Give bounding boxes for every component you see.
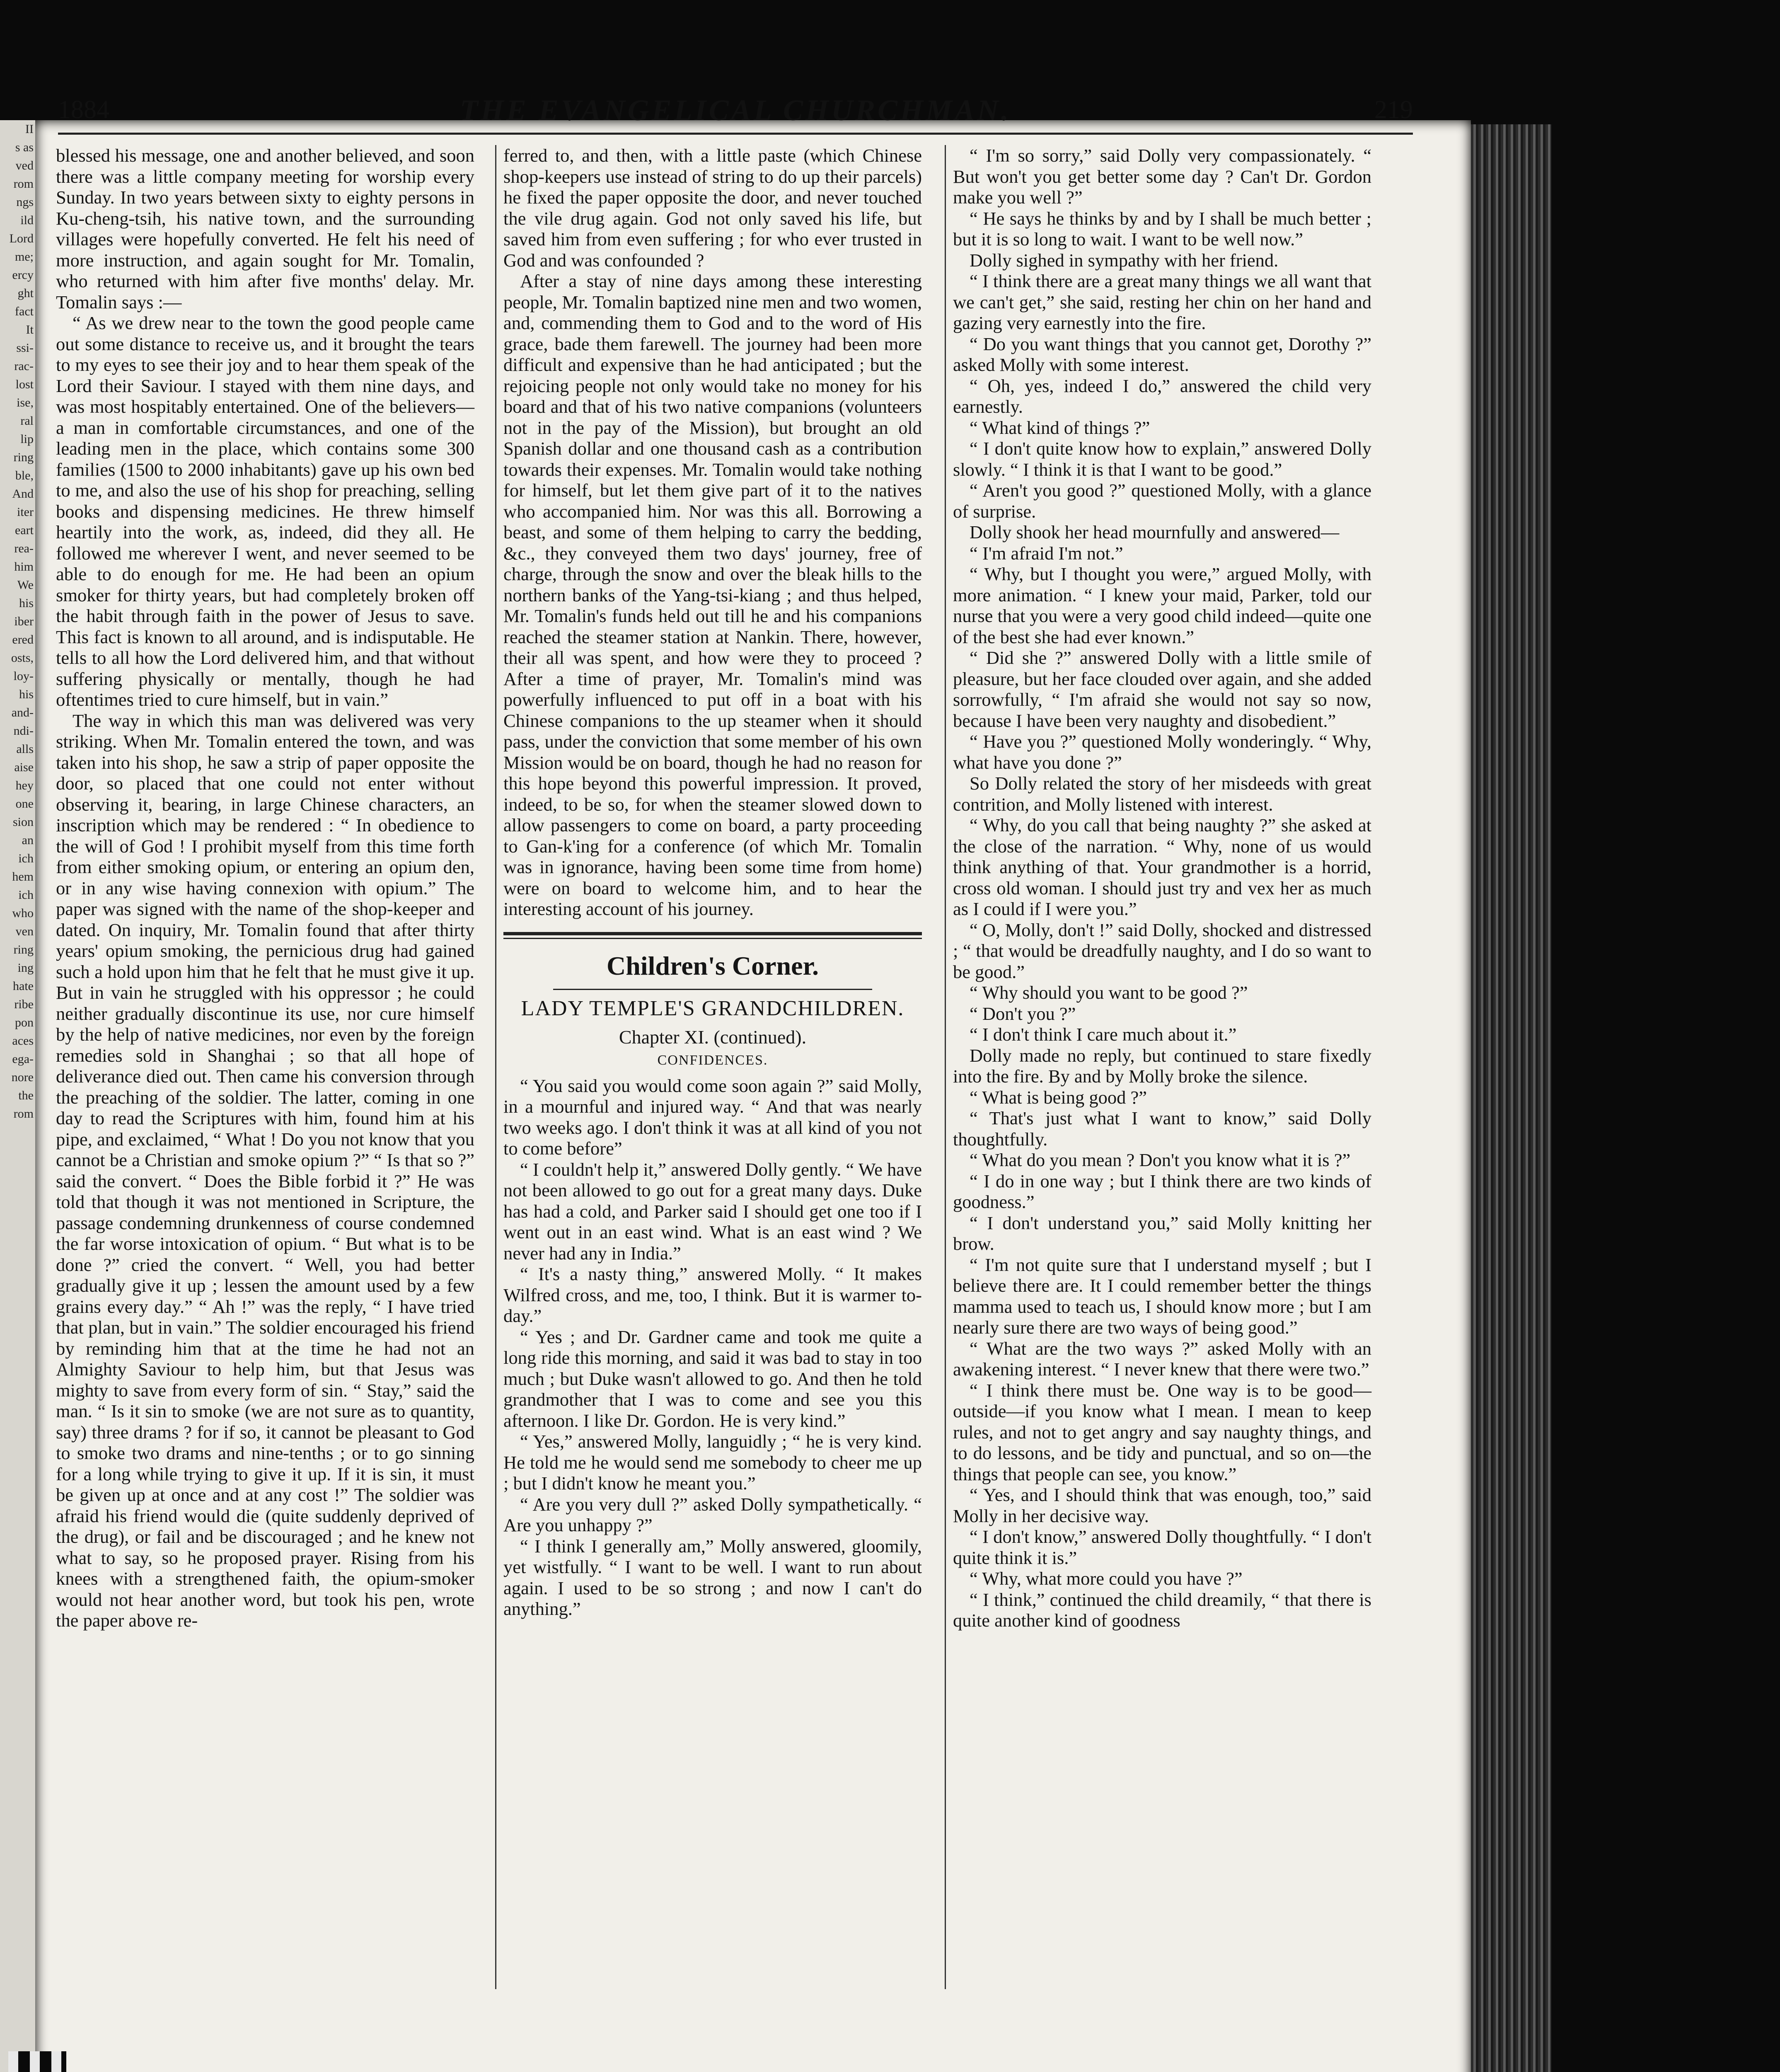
margin-fragment: who xyxy=(12,906,34,920)
header-year: 1884 xyxy=(58,96,109,124)
margin-fragment: eart xyxy=(15,523,34,537)
margin-fragment: It xyxy=(26,323,34,336)
book-page-edges xyxy=(1471,124,1552,2072)
margin-fragment: s as xyxy=(15,140,34,154)
column-1 xyxy=(56,145,474,1631)
margin-fragment: osts, xyxy=(11,651,34,665)
margin-fragment: ribe xyxy=(14,997,34,1011)
paragraph: ferred to, and then, with a little paste (which Chinese shop-keepers use instead of string to do up their parcels) he fixed the paper opposite the door, and never touched the vile drug again. God not only saved his life, but saved him from even suffering ; for who ever trusted in God and was confounded ? xyxy=(503,145,922,271)
story-paragraph: “ I'm not quite sure that I understand myself ; but I believe there are. It I could remember better the things mamma used to teach us, I should know more ; but I am nearly sure there are two ways of being good.” xyxy=(953,1254,1371,1338)
margin-fragment: ght xyxy=(17,286,34,300)
page-number: 219 xyxy=(1374,96,1413,124)
story-paragraph: “ Oh, yes, indeed I do,” answered the child very earnestly. xyxy=(953,375,1371,417)
margin-fragment: II xyxy=(25,122,34,136)
story-paragraph: “ I think there are a great many things we all want that we can't get,” she said, resting her chin on her hand and gazing very earnestly into the fire. xyxy=(953,271,1371,333)
margin-fragment: nore xyxy=(11,1070,34,1084)
story-paragraph: “ I think,” continued the child dreamily, “ that there is quite another kind of goodness xyxy=(953,1589,1371,1631)
margin-fragment: ngs xyxy=(16,195,34,209)
story-paragraph: “ I couldn't help it,” answered Dolly gently. “ We have not been allowed to go out for a great many days. Duke has had a cold, and Parker said I should get one too if I went out in an east wind. What is an east wind ? We never had any in India.” xyxy=(503,1159,922,1264)
quotation-paragraph: “ As we drew near to the town the good people came out some distance to receive us, and it brought the tears to my eyes to see their joy and to hear them speak of the Lord their Saviour. I stayed with them nine days, and was most hospitably entertained. One of the believers—a man in comfortable circumstances, and one of the leading men in the place, which contains some 300 families (1500 to 2000 inhabitants) gave up his own bed to me, and also the use of his shop for preaching, selling books and dispensing medicines. He threw himself heartily into the work, as, indeed, did they all. He followed me wherever I went, and never seemed to be able to do enough for me. He had been an opium smoker for thirty years, but had completely broken off the habit through faith in the power of Jesus to save. This fact is known to all around, and is indisputable. He tells to all how the Lord delivered him, and that without suffering physically or mentally, though he had oftentimes tried to cure himself, but in vain.” xyxy=(56,312,474,710)
paragraph: The way in which this man was delivered was very striking. When Mr. Tomalin entered the town, and was taken into his shop, he saw a strip of paper opposite the door, so placed that one could not enter without observing it, bearing, in large Chinese characters, an inscription which may be rendered : “ In obedience to the will of God ! I prohibit myself from this time forth from either smoking opium, or entering an opium den, or in any wise having connexion with opium.” The paper was signed with the name of the shop-keeper and dated. On inquiry, Mr. Tomalin found that after thirty years' opium smoking, the pernicious drug had gained such a hold upon him that he felt that he must give it up. But in vain he struggled with his oppressor ; he could neither gradually discontinue its use, nor cure himself by the help of native medicines, nor even by the foreign remedies sold in Shanghai ; so that all hope of deliverance died out. Then came his conversion through the preaching of the soldier. The latter, coming in one day to read the Scriptures with him, found him at his pipe, and exclaimed, “ What ! Do you not know that you cannot be a Christian and smoke opium ?” “ Is that so ?” said the convert. “ Does the Bible forbid it ?” He was told that though it was not mentioned in Scripture, the passage condemning drunkenness of course condemned the far worse intoxication of opium. “ But what is to be done ?” cried the convert. “ Well, you had better gradually give it up ; lessen the amount used by a few grains every day.” “ Ah !” was the reply, “ I have tried that plan, but in vain.” The soldier encouraged his friend by reminding him that at the time he had not an Almighty Saviour to help him, but that Jesus was mighty to save from every form of sin. “ Stay,” said the man. “ Is it sin to smoke (we are not sure as to quantity, say) three drams ? for if so, it cannot be pleasant to God to smoke two drams and nine-tenths ; or to go sinning for a long while trying to give it up. If it is sin, it must be given up at once and at any cost !” The soldier was afraid his friend would die (quite suddenly deprived of the drug), or fail and be discouraged ; and he knew not what to say, so he proposed prayer. Rising from his knees with a strengthened faith, the opium-smoker would not hear another word, but took his pen, wrote the paper above re- xyxy=(56,710,474,1631)
margin-fragment: hey xyxy=(15,779,34,792)
story-paragraph: “ Did she ?” answered Dolly with a little smile of pleasure, but her face clouded over again, and she added sorrowfully, “ I'm afraid she would not say so now, because I have been very naughty and disobedient.” xyxy=(953,647,1371,731)
margin-fragment: his xyxy=(19,687,34,701)
margin-fragment: ing xyxy=(17,961,34,975)
story-paragraph: “ I think I generally am,” Molly answered, gloomily, yet wistfully. “ I want to be well. I want to run about again. I used to be so strong ; and now I can't do anything.” xyxy=(503,1535,922,1619)
margin-fragment: iter xyxy=(17,505,34,519)
margin-fragment: sion xyxy=(12,815,34,829)
margin-fragment: ble, xyxy=(15,469,34,482)
story-paragraph: “ What are the two ways ?” asked Molly with an awakening interest. “ I never knew that there were two.” xyxy=(953,1338,1371,1380)
margin-fragment: rom xyxy=(13,1107,34,1121)
story-paragraph: “ I do in one way ; but I think there are two kinds of goodness.” xyxy=(953,1170,1371,1212)
margin-fragment: alls xyxy=(16,742,34,756)
story-paragraph: “ Why, what more could you have ?” xyxy=(970,1568,1243,1589)
story-paragraph: “ O, Molly, don't !” said Dolly, shocked and distressed ; “ that would be dreadfully naughty, and I do so want to be good.” xyxy=(953,919,1371,982)
margin-fragment: the xyxy=(18,1089,34,1102)
story-paragraph: Dolly made no reply, but continued to stare fixedly into the fire. By and by Molly broke the silence. xyxy=(953,1045,1371,1087)
margin-fragment: him xyxy=(14,560,34,574)
story-paragraph: “ Yes ; and Dr. Gardner came and took me quite a long ride this morning, and said it was bad to stay in too much ; but Duke wasn't allowed to go. And then he told grandmother that I was to come and see you this afternoon. I like Dr. Gordon. He is very kind.” xyxy=(503,1326,922,1431)
margin-fragment: pon xyxy=(15,1016,34,1029)
binding-marks xyxy=(8,2051,66,2072)
story-paragraph: Dolly shook her head mournfully and answered— xyxy=(970,522,1340,542)
margin-fragment: ved xyxy=(15,159,34,172)
story-title: LADY TEMPLE'S GRANDCHILDREN. xyxy=(521,997,905,1020)
margin-fragment: ndi- xyxy=(13,724,34,738)
margin-fragment: We xyxy=(17,578,34,592)
column-2 xyxy=(503,145,922,1619)
margin-fragment: and- xyxy=(11,706,34,719)
margin-fragment: ssi- xyxy=(16,341,34,355)
margin-fragment: hem xyxy=(12,870,34,884)
margin-fragment: ring xyxy=(13,450,34,464)
story-paragraph: “ I don't quite know how to explain,” answered Dolly slowly. “ I think it is that I want to be good.” xyxy=(953,438,1371,480)
margin-fragment: ise, xyxy=(17,396,34,409)
story-paragraph: “ Don't you ?” xyxy=(970,1003,1076,1024)
chapter-subtitle: CONFIDENCES. xyxy=(657,1053,768,1068)
story-paragraph: “ Yes, and I should think that was enough, too,” said Molly in her decisive way. xyxy=(953,1484,1371,1526)
story-paragraph: “ Yes,” answered Molly, languidly ; “ he is very kind. He told me he would send me somebody to cheer me up ; but I didn't know he meant you.” xyxy=(503,1431,922,1493)
margin-fragment: lip xyxy=(20,432,34,446)
story-paragraph: “ I don't know,” answered Dolly thoughtfully. “ I don't quite think it is.” xyxy=(953,1526,1371,1568)
margin-fragment: rac- xyxy=(14,359,34,373)
newspaper-title: THE EVANGELICAL CHURCHMAN. xyxy=(460,94,1011,127)
story-paragraph: “ I don't think I care much about it.” xyxy=(970,1024,1237,1045)
margin-fragment: loy- xyxy=(13,669,34,683)
margin-fragment: ercy xyxy=(12,268,34,282)
margin-fragment: aise xyxy=(14,760,34,774)
story-paragraph: “ I don't understand you,” said Molly knitting her brow. xyxy=(953,1212,1371,1254)
story-paragraph: “ Why should you want to be good ?” xyxy=(970,982,1248,1003)
story-paragraph: “ I think there must be. One way is to be good—outside—if you know what I mean. I mean to keep rules, and not to get angry and say naughty things, and to do lessons, and be tidy and punctual, and so on—the things that people can see, you know.” xyxy=(953,1380,1371,1484)
paragraph: After a stay of nine days among these interesting people, Mr. Tomalin baptized nine men and two women, and, commending them to God and to the word of His grace, bade them farewell. The journey had been more difficult and expensive than he had anticipated ; but the rejoicing people not only would take no money for his board and that of his two native companions (volunteers not in the pay of the Mission), but brought an old Spanish dollar and one thousand cash as a contribution towards their expenses. Mr. Tomalin would take nothing for himself, but let them give part of it to the natives who accompanied him. Nor was this all. Borrowing a beast, and some of them helping to carry the bedding, &c., they conveyed them two days' journey, free of charge, through the snow and over the bleak hills to the northern banks of the Yang-tsi-kiang ; and thus helped, Mr. Tomalin's funds held out till he and his companions reached the steamer station at Nankin. There, however, their all was spent, and how were they to proceed ? After a time of prayer, Mr. Tomalin's mind was powerfully influenced to put off in a boat with his Chinese companions to the up steamer when it should pass, under the conviction that some member of his own Mission would be on board, though he had no reason for this hope beyond this powerful impression. It proved, indeed, to be so, for when the steamer slowed down to allow passengers to come on board, a party proceeding to Gan-k'ing for a conference (of which Mr. Tomalin was in ignorance, having been some time from home) were on board to welcome him, and to hear the interesting account of his journey. xyxy=(503,271,922,919)
story-paragraph: “ Aren't you good ?” questioned Molly, with a glance of surprise. xyxy=(953,480,1371,522)
chapter-heading: Chapter XI. (continued). xyxy=(619,1026,807,1048)
margin-fragment: ich xyxy=(18,852,34,865)
margin-fragment: ered xyxy=(12,633,34,646)
paragraph: blessed his message, one and another believed, and soon there was a little company meeting for worship every Sunday. In two years between sixty to eighty persons in Ku-cheng-tsih, his native town, and the surrounding villages were hopefully converted. He felt his need of more instruction, and again sought for Mr. Tomalin, who returned with him after five months' delay. Mr. Tomalin says :— xyxy=(56,145,474,312)
margin-fragment: lost xyxy=(15,378,34,391)
story-paragraph: So Dolly related the story of her misdeeds with great contrition, and Molly listened with interest. xyxy=(953,773,1371,815)
adjacent-page-fragment xyxy=(0,120,35,2072)
story-paragraph: “ What do you mean ? Don't you know what it is ?” xyxy=(970,1150,1351,1170)
column-divider xyxy=(495,145,496,1989)
section-rule xyxy=(553,989,872,990)
section-heading: Children's Corner. xyxy=(606,951,819,980)
margin-fragment: ven xyxy=(15,925,34,938)
column-divider xyxy=(945,145,946,1989)
margin-fragment: an xyxy=(22,833,34,847)
story-paragraph: “ Are you very dull ?” asked Dolly sympathetically. “ Are you unhappy ?” xyxy=(503,1493,922,1535)
margin-fragment: his xyxy=(19,596,34,610)
story-paragraph: “ Have you ?” questioned Molly wonderingly. “ Why, what have you done ?” xyxy=(953,731,1371,773)
margin-fragment: iber xyxy=(14,615,34,628)
story-paragraph: “ What is being good ?” xyxy=(970,1087,1147,1108)
page-header xyxy=(58,87,1413,128)
margin-fragment: rom xyxy=(13,177,34,191)
margin-fragment: rea- xyxy=(14,542,34,555)
margin-fragment: And xyxy=(12,487,34,501)
margin-fragment: ild xyxy=(20,213,34,227)
story-paragraph: “ You said you would come soon again ?” said Molly, in a mournful and injured way. “ And that was nearly two weeks ago. I don't think it was at all kind of you not to come before” xyxy=(503,1075,922,1159)
margin-fragment: me; xyxy=(15,250,34,264)
column-3 xyxy=(953,145,1371,1631)
margin-fragment: fact xyxy=(15,305,34,318)
story-paragraph: “ I'm so sorry,” said Dolly very compassionately. “ But won't you get better some day ? Can't Dr. Gordon make you well ?” xyxy=(953,145,1371,208)
section-rule xyxy=(503,932,922,939)
margin-fragment: ega- xyxy=(12,1052,34,1066)
story-paragraph: “ That's just what I want to know,” said Dolly thoughtfully. xyxy=(953,1108,1371,1150)
margin-fragment: ral xyxy=(20,414,34,428)
story-paragraph: “ Why, do you call that being naughty ?” she asked at the close of the narration. “ Why, none of us would think anything of that. Your grandmother is a horrid, cross old woman. I should just try and vex her as much as I could if I were you.” xyxy=(953,815,1371,919)
margin-fragment: ring xyxy=(13,943,34,956)
header-rule xyxy=(58,133,1413,135)
story-paragraph: “ He says he thinks by and by I shall be much better ; but it is so long to wait. I want to be well now.” xyxy=(953,208,1371,249)
story-paragraph: “ Why, but I thought you were,” argued Molly, with more animation. “ I knew your maid, Parker, told our nurse that you were a very good child indeed—quite one of the best she had ever known.” xyxy=(953,564,1371,647)
story-paragraph: Dolly sighed in sympathy with her friend. xyxy=(970,249,1279,271)
story-paragraph: “ I'm afraid I'm not.” xyxy=(970,542,1123,564)
margin-fragment: hate xyxy=(13,979,34,993)
margin-fragment: ich xyxy=(18,888,34,902)
margin-fragment: one xyxy=(15,797,34,811)
story-paragraph: “ What kind of things ?” xyxy=(970,417,1150,438)
story-paragraph: “ It's a nasty thing,” answered Molly. “ It makes Wilfred cross, and me, too, I think. But it is warmer to-day.” xyxy=(503,1264,922,1326)
margin-fragment: aces xyxy=(12,1034,34,1048)
margin-fragment: Lord xyxy=(9,232,34,245)
story-paragraph: “ Do you want things that you cannot get, Dorothy ?” asked Molly with some interest. xyxy=(953,333,1371,375)
